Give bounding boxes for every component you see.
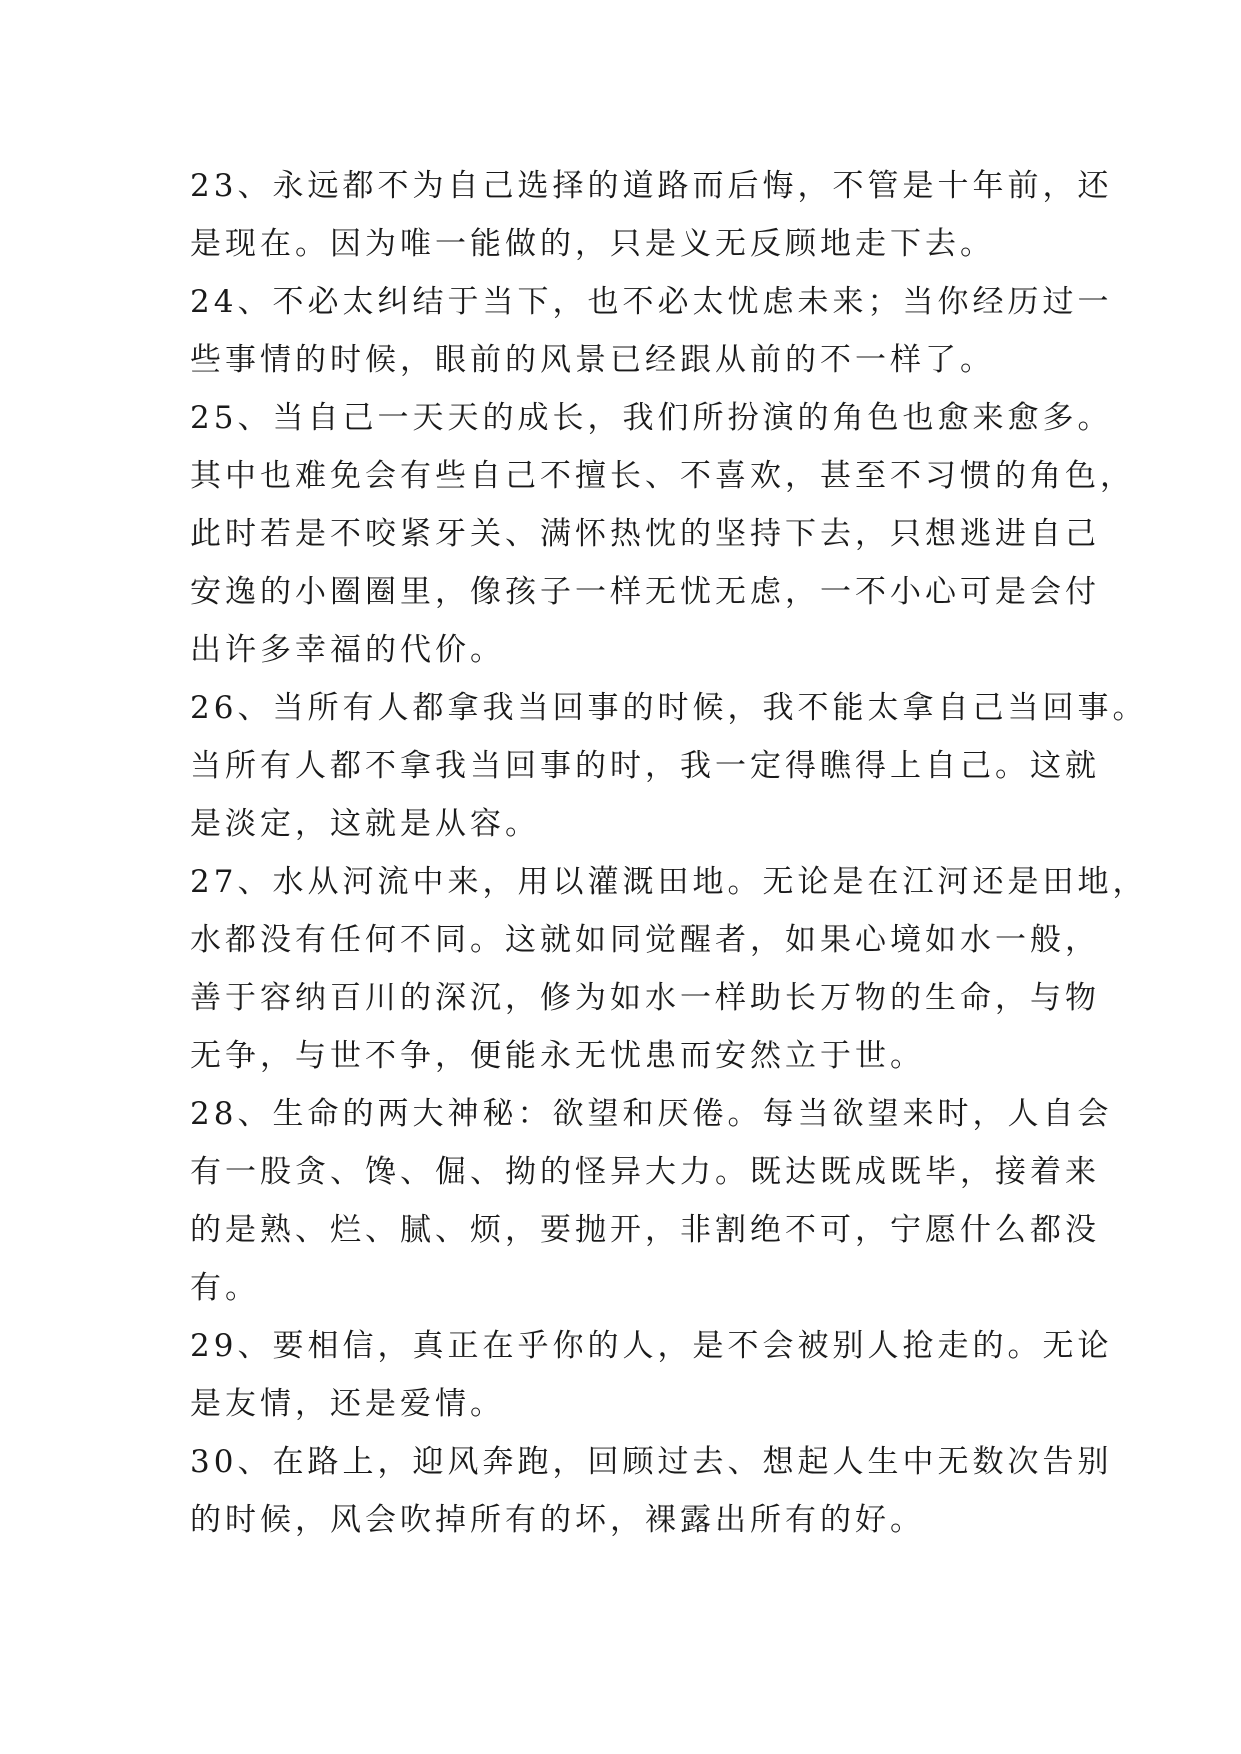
text-line: 出许多幸福的代价。 [190,632,505,668]
text-line: 当所有人都不拿我当回事的时，我一定得瞧得上自己。这就 [190,748,1100,784]
text-line: 水都没有任何不同。这就如同觉醒者，如果心境如水一般， [190,922,1100,958]
text-line: 是友情，还是爱情。 [190,1386,505,1422]
text-line: 是现在。因为唯一能做的，只是义无反顾地走下去。 [190,226,995,262]
text-line: 安逸的小圈圈里，像孩子一样无忧无虑，一不小心可是会付 [190,574,1100,610]
text-line: 些事情的时候，眼前的风景已经跟从前的不一样了。 [190,342,995,378]
text-line: 是淡定，这就是从容。 [190,806,540,842]
text-line: 的是熟、烂、腻、烦，要抛开，非割绝不可，宁愿什么都没 [190,1212,1100,1248]
text-line: 29、要相信，真正在乎你的人，是不会被别人抢走的。无论 [190,1328,1113,1364]
text-line: 27、水从河流中来，用以灌溉田地。无论是在江河还是田地， [190,864,1148,900]
document-body [190,157,1148,1549]
text-line: 其中也难免会有些自己不擅长、不喜欢，甚至不习惯的角色， [190,458,1135,494]
text-line: 此时若是不咬紧牙关、满怀热忱的坚持下去，只想逃进自己 [190,516,1100,552]
text-line: 有。 [190,1270,260,1306]
text-line: 有一股贪、馋、倔、拗的怪异大力。既达既成既毕，接着来 [190,1154,1100,1190]
text-line: 26、当所有人都拿我当回事的时候，我不能太拿自己当回事。 [190,690,1148,726]
text-line: 善于容纳百川的深沉，修为如水一样助长万物的生命，与物 [190,980,1100,1016]
text-line: 28、生命的两大神秘：欲望和厌倦。每当欲望来时，人自会 [190,1096,1113,1132]
text-line: 30、在路上，迎风奔跑，回顾过去、想起人生中无数次告别 [190,1444,1113,1480]
text-line: 25、当自己一天天的成长，我们所扮演的角色也愈来愈多。 [190,400,1113,436]
text-line: 24、不必太纠结于当下，也不必太忧虑未来；当你经历过一 [190,284,1113,320]
text-line: 23、永远都不为自己选择的道路而后悔，不管是十年前，还 [190,168,1113,204]
text-line: 的时候，风会吹掉所有的坏，裸露出所有的好。 [190,1502,925,1538]
text-line: 无争，与世不争，便能永无忧患而安然立于世。 [190,1038,925,1074]
